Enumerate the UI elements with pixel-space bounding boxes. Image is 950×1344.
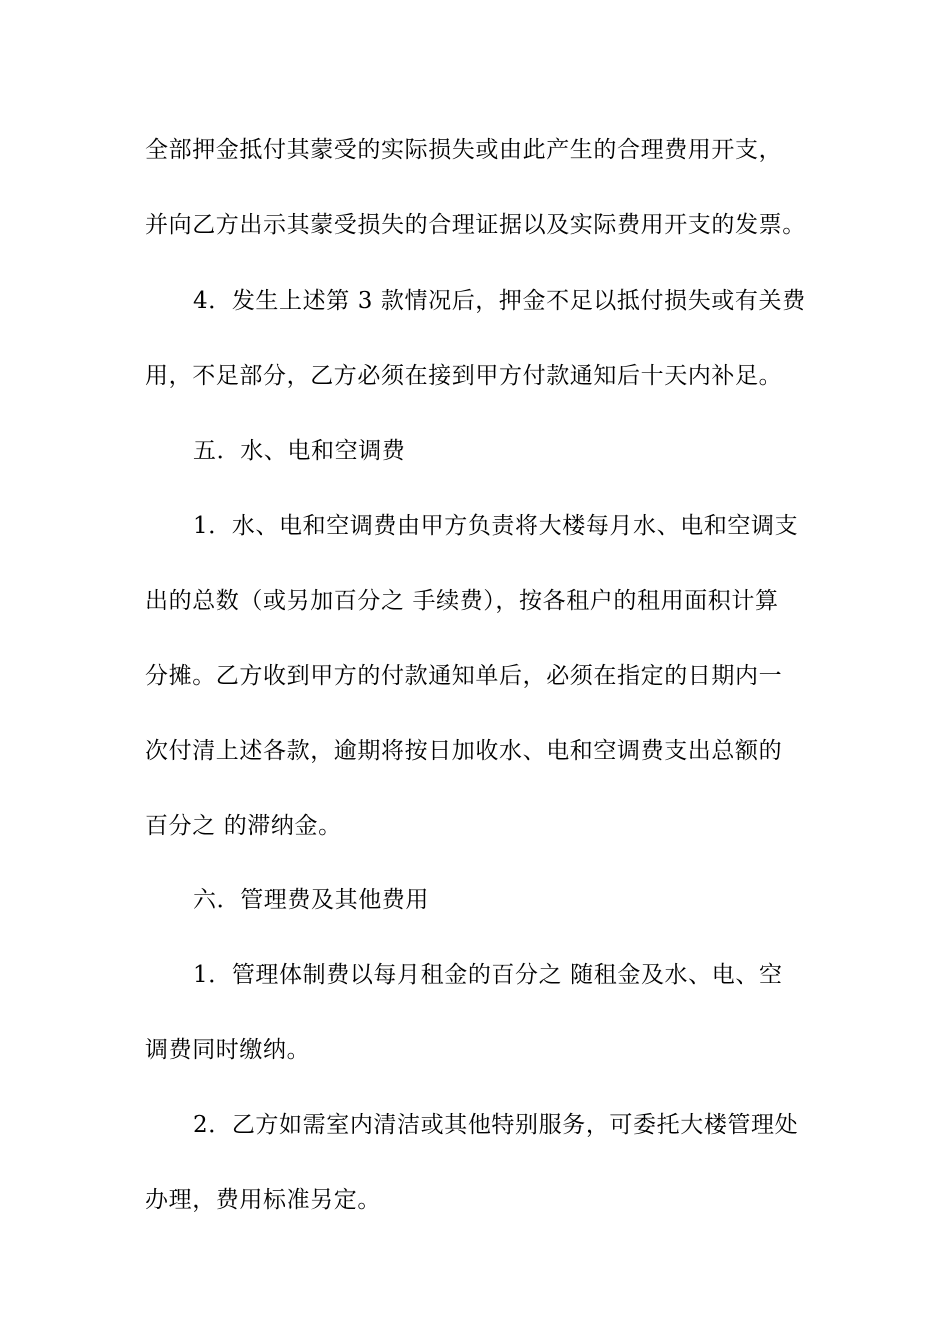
clause-6-1-line-1: 1．管理体制费以每月租金的百分之 随租金及水、电、空 [193, 962, 783, 988]
paragraph-line-2: 并向乙方出示其蒙受损失的合理证据以及实际费用开支的发票。 [145, 212, 806, 238]
clause-6-2-line-1: 2．乙方如需室内清洁或其他特别服务，可委托大楼管理处 [193, 1112, 799, 1138]
clause-5-1-line-3: 分摊。乙方收到甲方的付款通知单后，必须在指定的日期内一 [145, 663, 783, 689]
clause-4-line-1: 4．发生上述第 3 款情况后，押金不足以抵付损失或有关费 [193, 288, 806, 314]
section-6-heading: 六．管理费及其他费用 [193, 887, 429, 913]
clause-5-1-line-4: 次付清上述各款，逾期将按日加收水、电和空调费支出总额的 [145, 738, 783, 764]
clause-5-1-line-2: 出的总数（或另加百分之 手续费），按各租户的租用面积计算 [145, 588, 779, 614]
paragraph-line-1: 全部押金抵付其蒙受的实际损失或由此产生的合理费用开支， [145, 137, 783, 163]
clause-5-1-line-5: 百分之 的滞纳金。 [145, 813, 342, 839]
section-5-heading: 五．水、电和空调费 [193, 438, 406, 464]
clause-4-line-2: 用，不足部分，乙方必须在接到甲方付款通知后十天内补足。 [145, 363, 783, 389]
clause-5-1-line-1: 1．水、电和空调费由甲方负责将大楼每月水、电和空调支 [193, 513, 799, 539]
clause-6-1-line-2: 调费同时缴纳。 [145, 1037, 311, 1063]
clause-6-2-line-2: 办理，费用标准另定。 [145, 1187, 381, 1213]
